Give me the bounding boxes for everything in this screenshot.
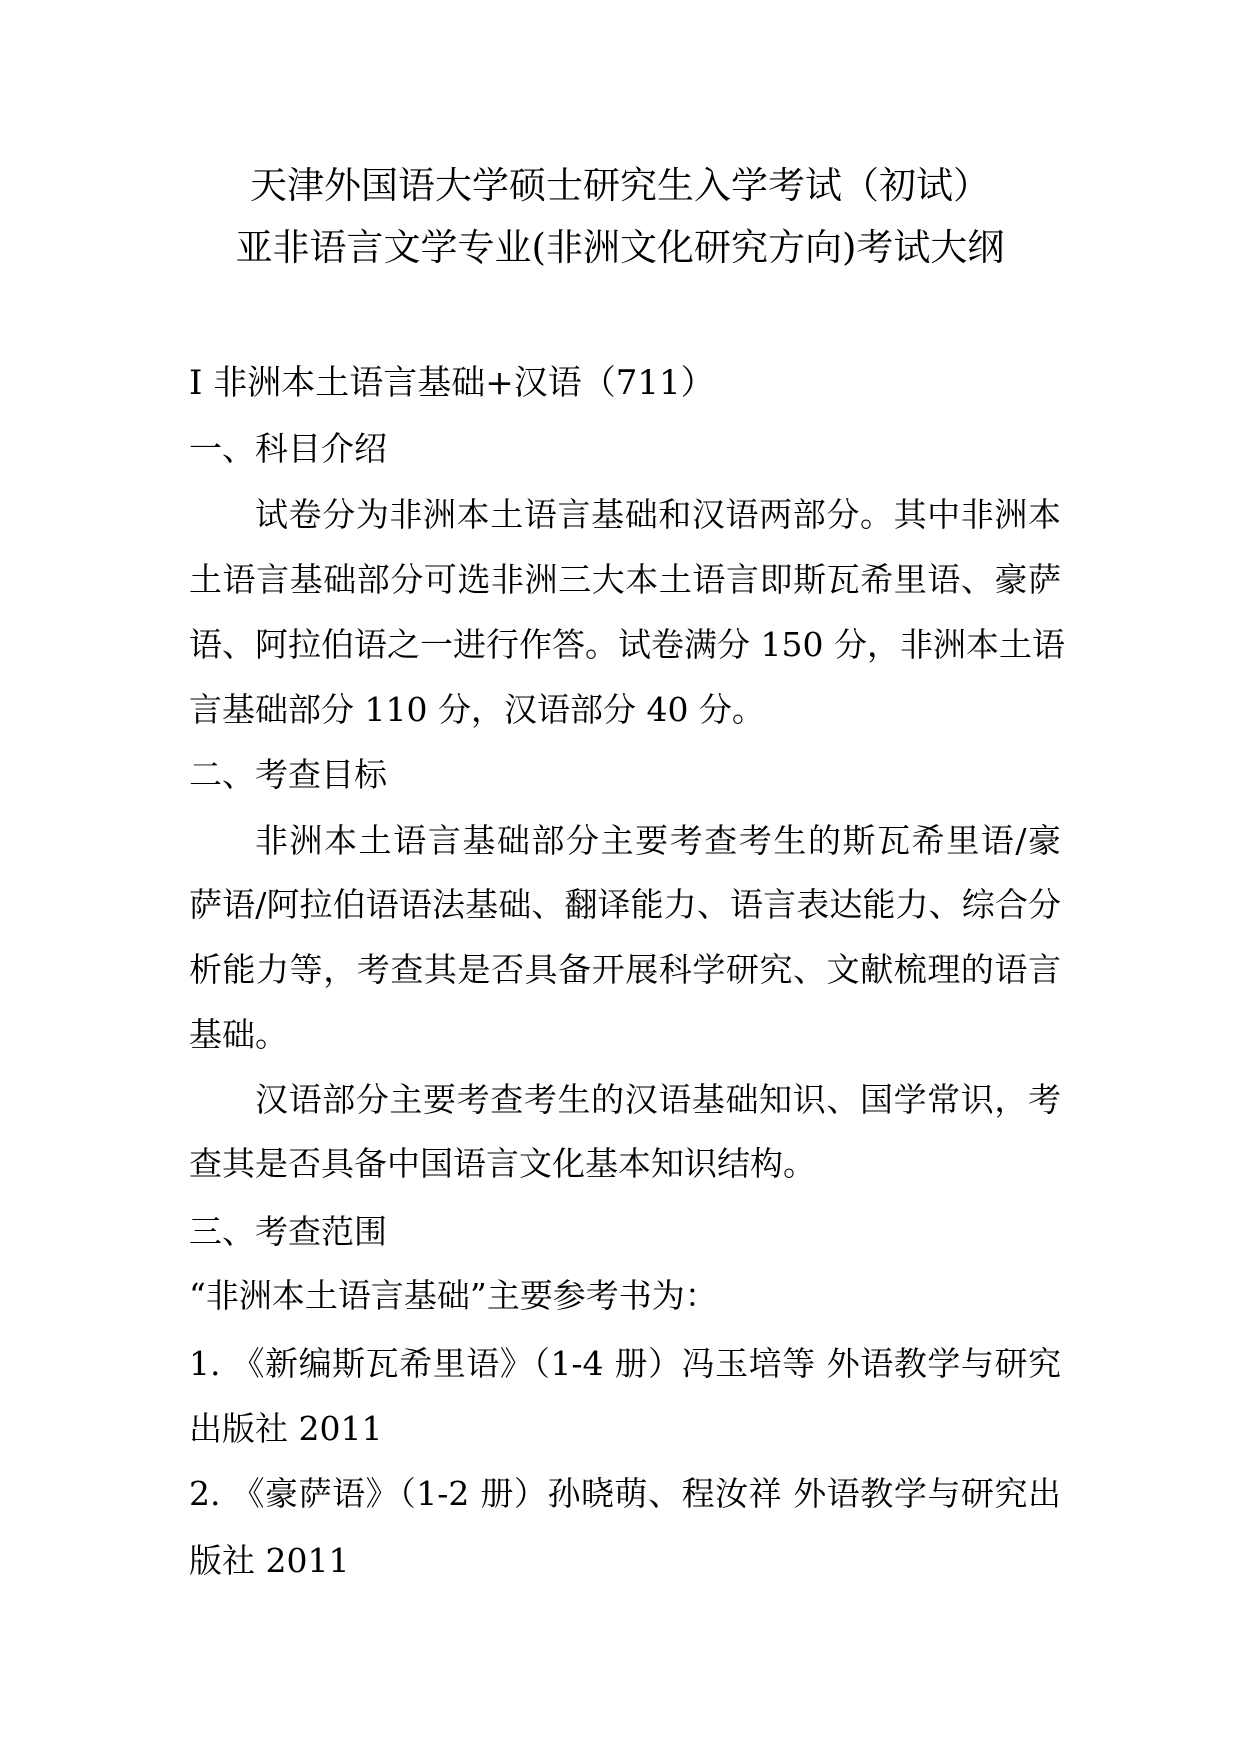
- reference-item-1: 1. 《新编斯瓦希里语》（1-4 册）冯玉培等 外语教学与研究: [189, 1344, 1061, 1383]
- reference-intro: “非洲本土语言基础”主要参考书为：: [189, 1276, 718, 1315]
- reference-item-2-cont: 版社 2011: [189, 1541, 350, 1580]
- paragraph-line: 土语言基础部分可选非洲三大本土语言即斯瓦希里语、豪萨: [189, 560, 1061, 599]
- document-title-line2: 亚非语言文学专业(非洲文化研究方向)考试大纲: [235, 226, 1005, 269]
- paragraph-line: 试卷分为非洲本土语言基础和汉语两部分。其中非洲本: [255, 495, 1061, 534]
- paragraph-line: 汉语部分主要考查考生的汉语基础知识、国学常识，考: [255, 1080, 1061, 1119]
- reference-item-1-cont: 出版社 2011: [189, 1409, 383, 1448]
- reference-item-2: 2. 《豪萨语》（1-2 册）孙晓萌、程汝祥 外语教学与研究出: [189, 1474, 1061, 1513]
- section-heading-objectives: 二、考查目标: [189, 755, 387, 794]
- paragraph-line: 言基础部分 110 分，汉语部分 40 分。: [189, 690, 765, 729]
- paragraph-line: 基础。: [189, 1015, 288, 1054]
- document-title-line1: 天津外国语大学硕士研究生入学考试（初试）: [250, 164, 990, 207]
- paragraph-line: 查其是否具备中国语言文化基本知识结构。: [189, 1144, 816, 1183]
- paragraph-line: 语、阿拉伯语之一进行作答。试卷满分 150 分，非洲本土语: [189, 625, 1065, 664]
- paragraph-line: 析能力等，考查其是否具备开展科学研究、文献梳理的语言: [189, 950, 1061, 989]
- section-heading-intro: 一、科目介绍: [189, 429, 387, 468]
- section-heading-scope: 三、考查范围: [189, 1212, 387, 1251]
- part-heading: Ⅰ 非洲本土语言基础+汉语（711）: [189, 363, 715, 403]
- paragraph-line: 非洲本土语言基础部分主要考查考生的斯瓦希里语/豪: [255, 821, 1061, 860]
- paragraph-line: 萨语/阿拉伯语语法基础、翻译能力、语言表达能力、综合分: [189, 885, 1061, 924]
